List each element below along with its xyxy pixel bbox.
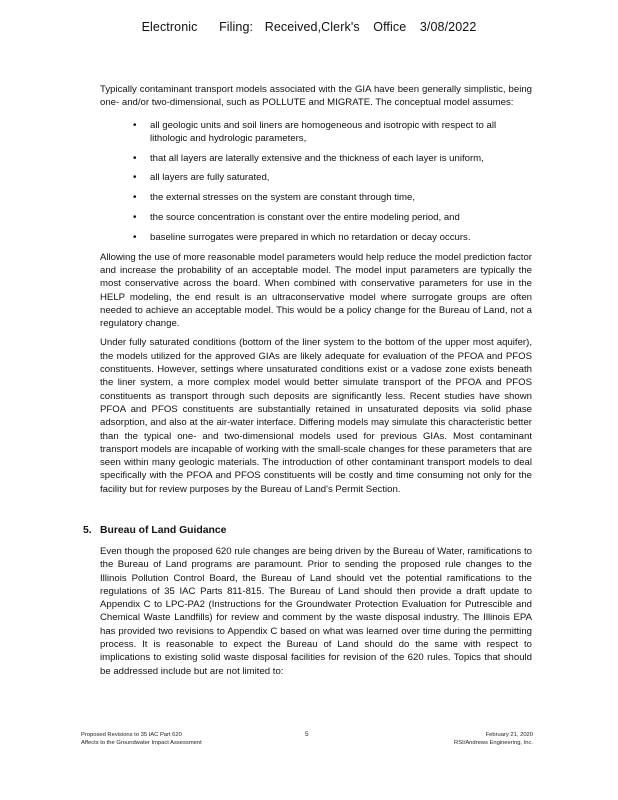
footer-left — [81, 731, 202, 747]
footer-document-title: Proposed Revisions to 35 IAC Part 620 — [81, 732, 182, 738]
model-parameters-paragraph: Allowing the use of more reasonable model parameters would help reduce the model prediction factor and increase the probability of an acceptable model. The model input parameters are typically the most conservative across the board. When combined with conservative parameters for use in the HELP modeling, the end result is an ultraconservative model where surrogate groups are often needed to achieve an acceptable model. This would be a policy change for the Bureau of Land, not a regulatory change. — [100, 251, 532, 330]
page-number: 5 — [305, 731, 309, 738]
bureau-guidance-paragraph: Even though the proposed 620 rule changes are being driven by the Bureau of Water, ramifications to the Bureau of Land programs are paramount. Prior to sending the proposed rule changes to the Illinois Pollution Control Board, the Bureau of Land should vet the potential ramifications to the regulations of 35 IAC Parts 811-815. The Bureau of Land should then provide a draft update to Appendix C to LPC-PA2 (Instructions for the Groundwater Protection Evaluation for Putrescible and Chemical Waste Landfills) for review and comment by the waste disposal industry. The Illinois EPA has provided two revisions to Appendix C based on what was learned over time during the permitting process. It is reasonable to expect the Bureau of Land should do the same with respect to implications to existing solid waste disposal facilities for revision of the 620 rules. Topics that should be addressed include but are not limited to: — [100, 546, 532, 677]
section-number: 5. — [83, 525, 92, 536]
saturated-conditions-paragraph: Under fully saturated conditions (bottom of the liner system to the bottom of the upper most aquifer), the models utilized for the approved GIAs are likely adequate for evaluation of the PFOA and PFOS constituents. However, settings where unsaturated conditions exist or a vadose zone exists beneath the liner system, a more complex model would better simulate transport of the PFOA and PFOS constituents as transport through such deposits are significantly less. Recent studies have shown PFOA and PFOS constituents are substantially retained in unsaturated deposits via solid phase adsorption, and also at the air-water interface. Differing models may simulate this characteristic better than the typical one- and two-dimensional models used for previous GIAs. Most contaminant transport models are incapable of working with the small-scale changes for these parameters that are seen within many geologic materials. The introduction of other contaminant transport models to deal specifically with the PFOA and PFOS constituents will be costly and time consuming not only for the facility but for review purposes by the Bureau of Land's Permit Section. — [100, 337, 532, 495]
filing-date: 3/08/2022 — [419, 20, 477, 34]
section-body — [100, 545, 532, 678]
filing-label-electronic: Electronic — [141, 20, 198, 34]
filing-label-filing: Filing: — [219, 20, 254, 34]
footer-company: RSI/Andrews Engineering, Inc. — [454, 740, 533, 746]
list-item: • the source concentration is constant over the entire modeling period, and — [100, 211, 532, 224]
list-item: • baseline surrogates were prepared in which no retardation or decay occurs. — [100, 231, 532, 244]
section-heading — [83, 525, 226, 536]
document-body — [100, 83, 532, 496]
section-title: Bureau of Land Guidance — [100, 525, 227, 536]
footer-document-subtitle: Affects to the Groundwater Impact Assessment — [81, 740, 202, 746]
intro-paragraph: Typically contaminant transport models associated with the GIA have been generally simplistic, being one- and/or two-dimensional, such as POLLUTE and MIGRATE. The conceptual model assumes: — [100, 84, 532, 109]
list-item: • the external stresses on the system are constant through time, — [100, 191, 532, 204]
assumptions-list — [100, 119, 532, 245]
list-item: • all layers are fully saturated, — [100, 171, 532, 184]
filing-header — [0, 20, 618, 34]
footer-right — [454, 731, 533, 747]
list-item: • that all layers are laterally extensive and the thickness of each layer is uniform, — [100, 152, 532, 165]
list-item: • all geologic units and soil liners are homogeneous and isotropic with respect to all lithologic and hydrologic parameters, — [100, 119, 532, 146]
filing-label-received: Received,Clerk's — [264, 20, 360, 34]
filing-label-office: Office — [373, 20, 407, 34]
footer-date: February 21, 2020 — [485, 732, 533, 738]
